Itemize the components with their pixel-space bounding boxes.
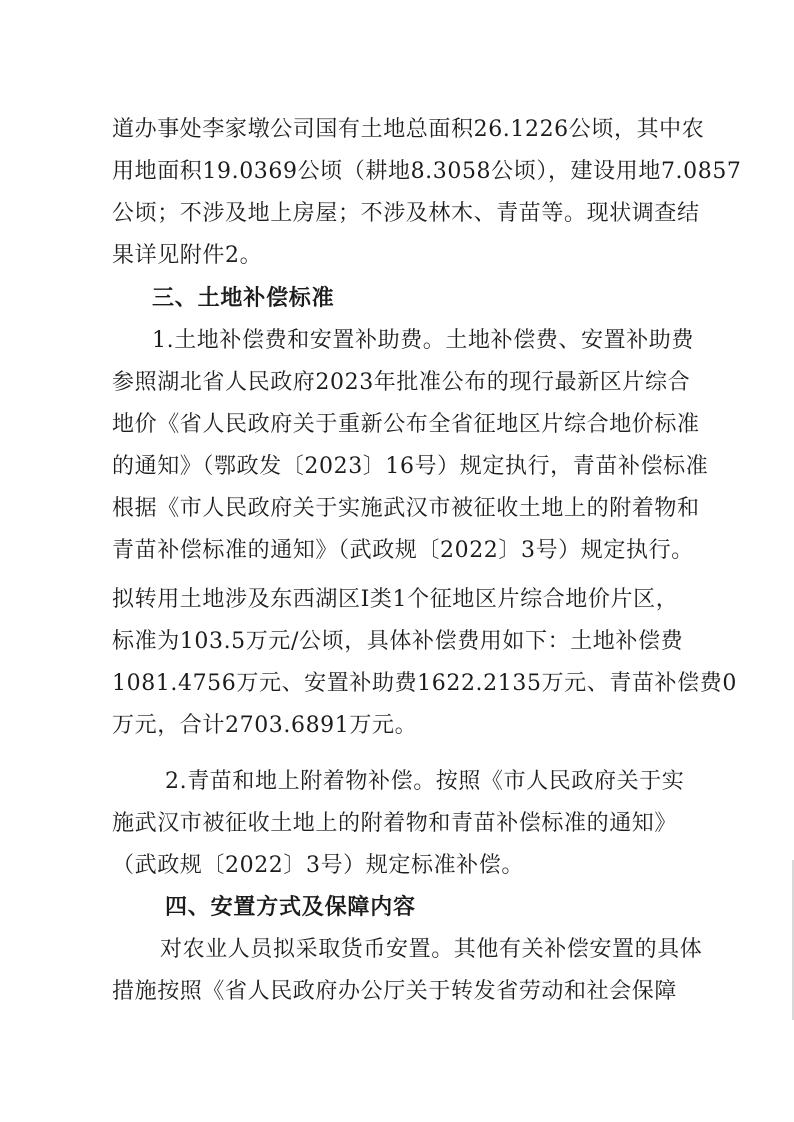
paragraph-line-13: 1081.4756万元、安置补助费1622.2135万元、青苗补偿费0 xyxy=(112,671,737,696)
paragraph-line-9: 根据《市人民政府关于实施武汉市被征收土地上的附着物和 xyxy=(112,496,700,521)
paragraph-line-3: 公顷；不涉及地上房屋；不涉及林木、青苗等。现状调查结 xyxy=(112,201,700,226)
paragraph-line-7: 地价《省人民政府关于重新公布全省征地区片综合地价标准 xyxy=(112,412,700,437)
section-heading-4: 四、安置方式及保障内容 xyxy=(165,895,416,920)
paragraph-line-6: 参照湖北省人民政府2023年批准公布的现行最新区片综合 xyxy=(112,370,691,395)
paragraph-line-2: 用地面积19.0369公顷（耕地8.3058公顷），建设用地7.0857 xyxy=(112,159,742,184)
paragraph-line-12: 标准为103.5万元/公顷，具体补偿费用如下：土地补偿费 xyxy=(112,629,684,654)
paragraph-line-19: 措施按照《省人民政府办公厅关于转发省劳动和社会保障 xyxy=(112,979,678,1004)
paragraph-line-11: 拟转用土地涉及东西湖区Ⅰ类1个征地区片综合地价片区， xyxy=(112,587,679,612)
paragraph-line-1: 道办事处李家墩公司国有土地总面积26.1226公顷，其中农 xyxy=(112,117,705,142)
section-heading-3: 三、土地补偿标准 xyxy=(152,286,335,311)
paragraph-line-14: 万元，合计2703.6891万元。 xyxy=(112,713,418,738)
paragraph-line-15: 2.青苗和地上附着物补偿。按照《市人民政府关于实 xyxy=(165,769,685,794)
paragraph-line-17: （武政规〔2022〕3号）规定标准补偿。 xyxy=(112,853,524,878)
paragraph-line-4: 果详见附件2。 xyxy=(112,243,263,268)
paragraph-line-18: 对农业人员拟采取货币安置。其他有关补偿安置的具体 xyxy=(160,937,703,962)
paragraph-line-8: 的通知》（鄂政发〔2023〕16号）规定执行，青苗补偿标准 xyxy=(112,454,709,479)
paragraph-line-16: 施武汉市被征收土地上的附着物和青苗补偿标准的通知》 xyxy=(112,811,678,836)
paragraph-line-5: 1.土地补偿费和安置补助费。土地补偿费、安置补助费 xyxy=(152,328,694,353)
paragraph-line-10: 青苗补偿标准的通知》（武政规〔2022〕3号）规定执行。 xyxy=(112,538,694,563)
